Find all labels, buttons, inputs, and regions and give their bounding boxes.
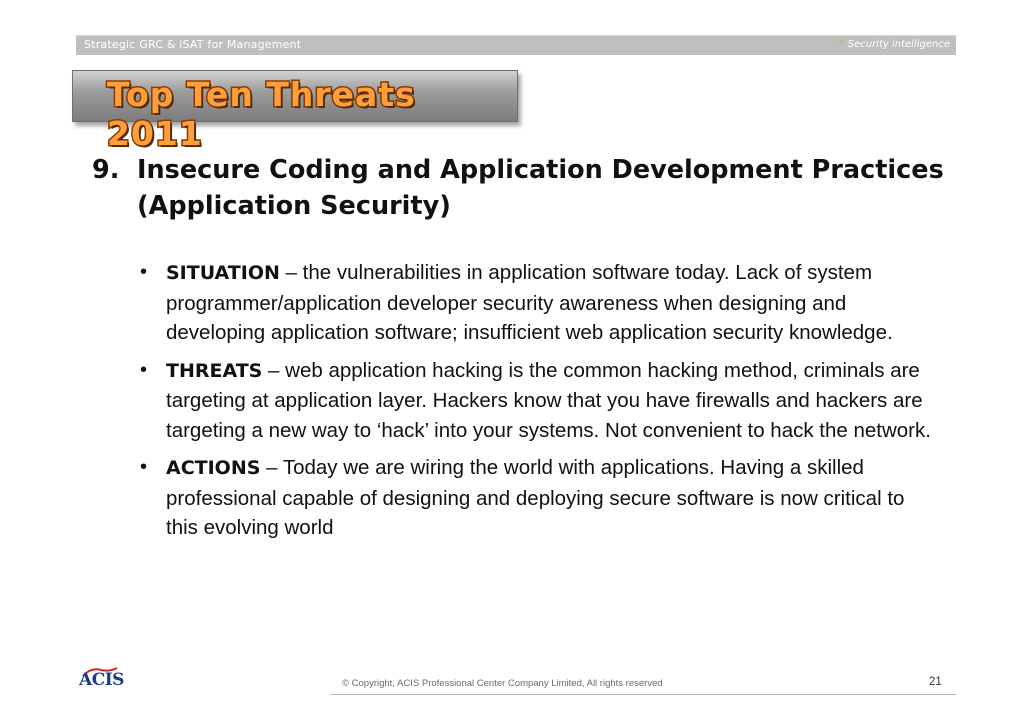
copyright-text: © Copyright, ACIS Professional Center Company Limited, All rights reserved [342,678,663,689]
acis-logo [79,666,123,692]
header-left-text: Strategic GRC & iSAT for Management [84,38,302,51]
footer-divider [330,694,956,695]
bullet-dot-icon: • [140,261,148,283]
bullet-text: – web application hacking is the common hacking method, criminals are targeting at application layer. Hackers know that you have firewalls and hackers are targeting a new way to ‘hack’ into your systems. Not convenient to hack the network. [166,358,931,442]
bullet-text: – the vulnerabilities in application software today. Lack of system programmer/application developer security awareness when designing and developing application software; insufficient web application security knowledge. [166,261,893,344]
slide-heading [92,152,944,224]
bullet-item-actions [140,453,940,543]
heading-line-2: (Application Security) [137,191,451,221]
bullet-item-situation [140,258,940,348]
quote-icon: “ [838,39,844,50]
header-bar [76,35,956,55]
bullet-dot-icon: • [140,358,148,381]
banner-title: Top Ten Threats 2011 [107,75,416,153]
heading-line-1: Insecure Coding and Application Development Practices [137,155,944,185]
header-tagline [839,39,950,50]
bullet-term: SITUATION [166,262,280,284]
logo-text: ACIS [79,670,124,690]
title-banner [72,70,518,153]
bullet-term: THREATS [166,359,263,382]
page-number: 21 [929,676,942,688]
bullet-term: ACTIONS [166,457,261,479]
bullet-dot-icon: • [140,456,148,478]
bullet-list [140,258,940,551]
header-tagline-text: Security intelligence [847,39,950,50]
heading-number: 9. [92,155,120,185]
bullet-item-threats [140,356,940,446]
bullet-text: – Today we are wiring the world with applications. Having a skilled professional capable of designing and deploying secure software is now critical to this evolving world [166,456,905,539]
